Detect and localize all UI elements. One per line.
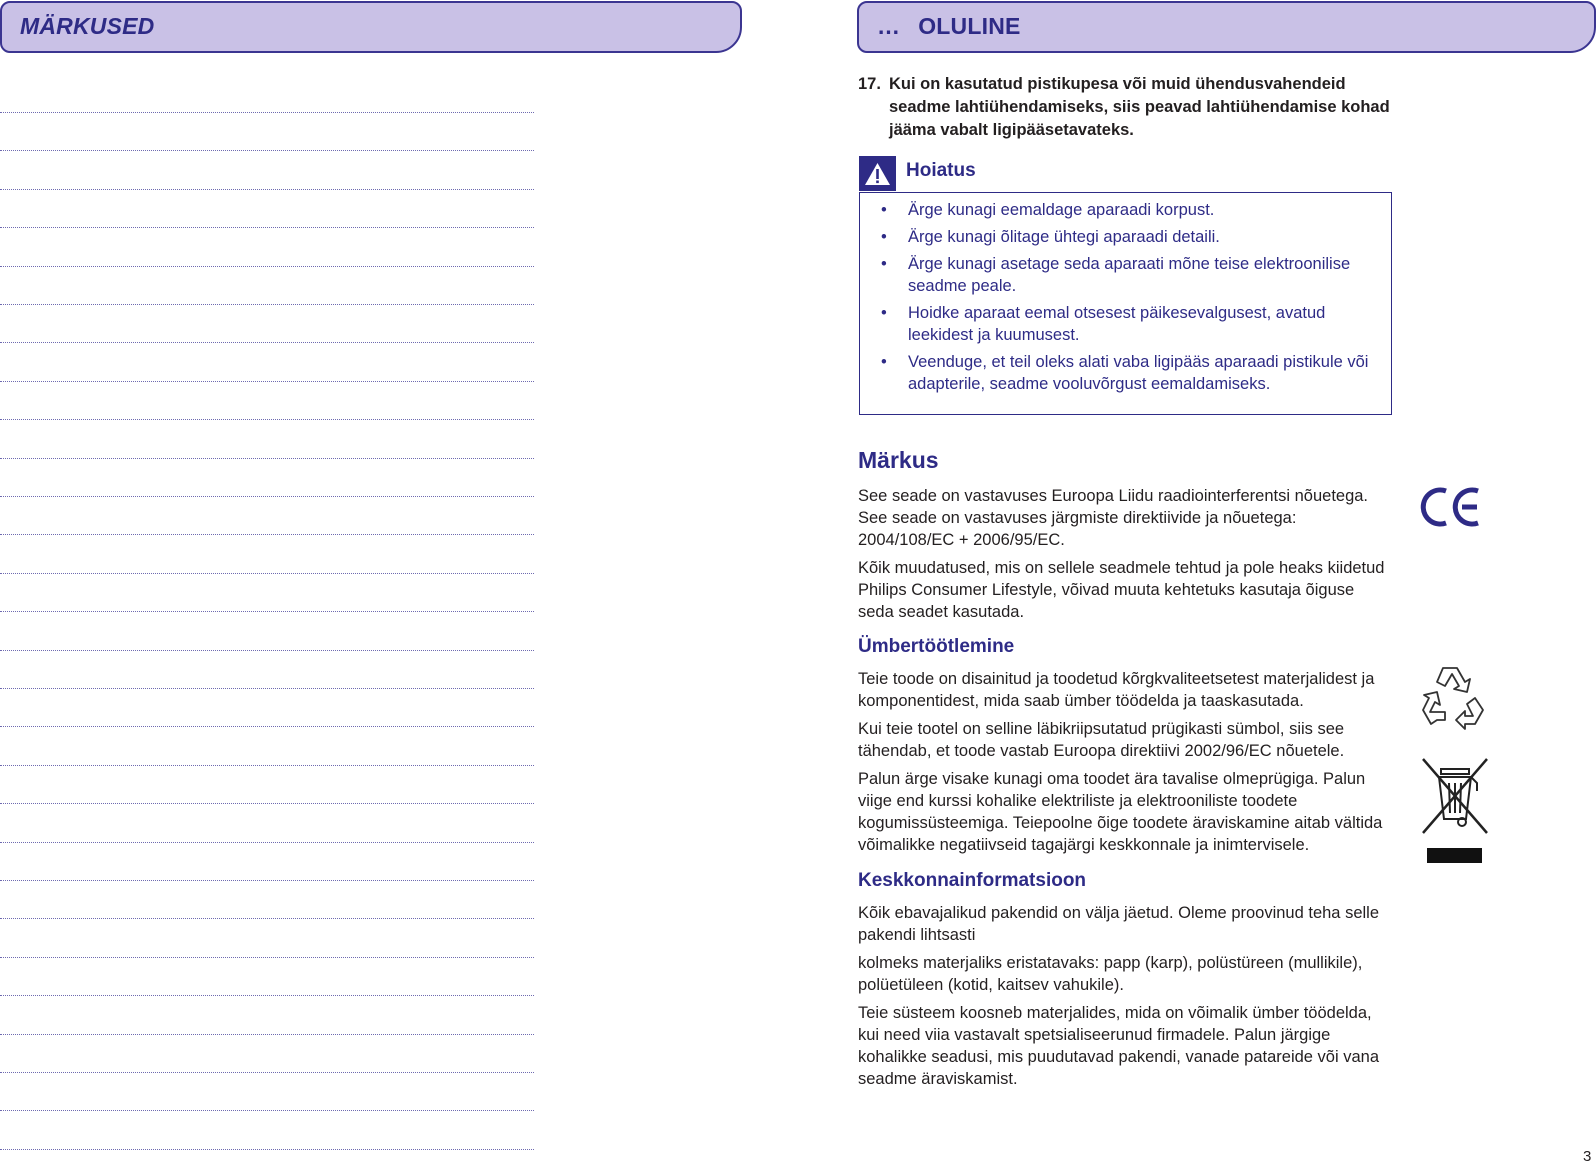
warning-title: Hoiatus — [906, 160, 976, 181]
warning-item: • Veenduge, et teil oleks alati vaba ligipääs aparaadi pistikule või adapterile, seadme vooluvõrgust eemaldamiseks. — [860, 351, 1380, 395]
markus-paragraph-1: See seade on vastavuses Euroopa Liidu raadiointerferentsi nõuetega. See seade on vastavuses järgmiste direktiivide ja nõuetega: 2004/108/EC + 2006/95/EC. — [858, 487, 1369, 549]
warning-icon-box — [859, 156, 896, 191]
recycling-paragraph-2: Kui teie tootel on selline läbikriipsutatud prügikasti sümbol, siis see tähendab, et toode vastab Euroopa direktiivi 2002/96/EC nõuetele. — [858, 720, 1345, 760]
note-line — [0, 496, 534, 497]
warning-item: • Ärge kunagi asetage seda aparaati mõne teise elektroonilise seadme peale. — [860, 253, 1380, 297]
note-line — [0, 765, 534, 766]
recycling-paragraph-3: Palun ärge visake kunagi oma toodet ära tavalise olmeprügiga. Palun viige end kurssi kohalike elektriliste ja elektrooniliste toodete kogumissüsteemiga. Teiepoolne õige toodete äraviskamine aitab vältida võimalikke negatiivseid tagajärgi keskkonnale ja inimtervisele. — [858, 770, 1383, 854]
header-dots: … — [877, 13, 901, 39]
right-page-title — [877, 13, 1021, 40]
note-line — [0, 227, 534, 228]
recycling-paragraph-1: Teie toode on disainitud ja toodetud kõrgkvaliteetsetest materjalidest ja komponentidest, mida saab ümber töödelda ja taaskasutada. — [858, 670, 1375, 710]
note-line — [0, 688, 534, 689]
note-line — [0, 1149, 534, 1150]
instruction-item-17 — [858, 73, 1398, 142]
crossed-bin-icon — [1419, 757, 1491, 837]
recycle-icon — [1417, 662, 1489, 734]
page-number: 3 — [1583, 1148, 1592, 1165]
note-line — [0, 1072, 534, 1073]
warning-box — [859, 192, 1392, 415]
markus-paragraph-2: Kõik muudatused, mis on sellele seadmele tehtud ja pole heaks kiidetud Philips Consumer Lifestyle, võivad muuta kehtetuks kasutaja õiguse seda seadet kasutada. — [858, 559, 1385, 621]
note-line — [0, 1034, 534, 1035]
note-line — [0, 112, 534, 113]
note-line — [0, 957, 534, 958]
note-line — [0, 266, 534, 267]
note-line — [0, 995, 534, 996]
note-line — [0, 458, 534, 459]
note-line — [0, 150, 534, 151]
left-page-title: MÄRKUSED — [20, 13, 155, 39]
item-text: Kui on kasutatud pistikupesa või muid ühendusvahendeid seadme lahtiühendamiseks, siis peavad lahtiühendamise kohad jääma vabalt ligipääsetavateks. — [889, 75, 1390, 139]
environment-paragraph-1: Kõik ebavajalikud pakendid on välja jäetud. Oleme proovinud teha selle pakendi lihtsasti — [858, 904, 1380, 944]
note-line — [0, 650, 534, 651]
note-line — [0, 534, 534, 535]
environment-paragraph-3: Teie süsteem koosneb materjalides, mida on võimalik ümber töödelda, kui need viia vastavalt spetsialiseerunud firmadele. Palun järgige kohalikke seadusi, mis puudutavad pakendi, vanade patareide või vana seadme äraviskamist. — [858, 1004, 1380, 1088]
note-line — [0, 918, 534, 919]
note-line — [0, 189, 534, 190]
bin-underline-bar — [1427, 848, 1482, 863]
warning-list — [860, 199, 1380, 400]
note-line — [0, 304, 534, 305]
header-title-text: OLULINE — [918, 13, 1021, 39]
recycling-heading: Ümbertöötlemine — [858, 636, 1015, 657]
ce-mark-icon — [1420, 485, 1484, 529]
right-header-bar — [857, 1, 1596, 53]
note-line — [0, 611, 534, 612]
markus-heading: Märkus — [858, 447, 939, 473]
item-number: 17. — [858, 75, 881, 93]
warning-item: • Ärge kunagi eemaldage aparaadi korpust. — [860, 199, 1380, 221]
left-header-bar — [0, 1, 742, 53]
environment-heading: Keskkonnainformatsioon — [858, 870, 1087, 891]
note-line — [0, 726, 534, 727]
note-line — [0, 381, 534, 382]
environment-paragraph-2: kolmeks materjaliks eristatavaks: papp (karp), polüstüreen (mullikile), polüetüleen (kotid, kaitsev vahukile). — [858, 954, 1363, 994]
note-line — [0, 842, 534, 843]
note-line — [0, 880, 534, 881]
warning-item: • Ärge kunagi õlitage ühtegi aparaadi detaili. — [860, 226, 1380, 248]
note-line — [0, 1110, 534, 1111]
warning-triangle-icon — [859, 156, 896, 191]
note-line — [0, 342, 534, 343]
note-line — [0, 803, 534, 804]
note-line — [0, 419, 534, 420]
note-line — [0, 573, 534, 574]
warning-item: • Hoidke aparaat eemal otsesest päikesevalgusest, avatud leekidest ja kuumusest. — [860, 302, 1380, 346]
